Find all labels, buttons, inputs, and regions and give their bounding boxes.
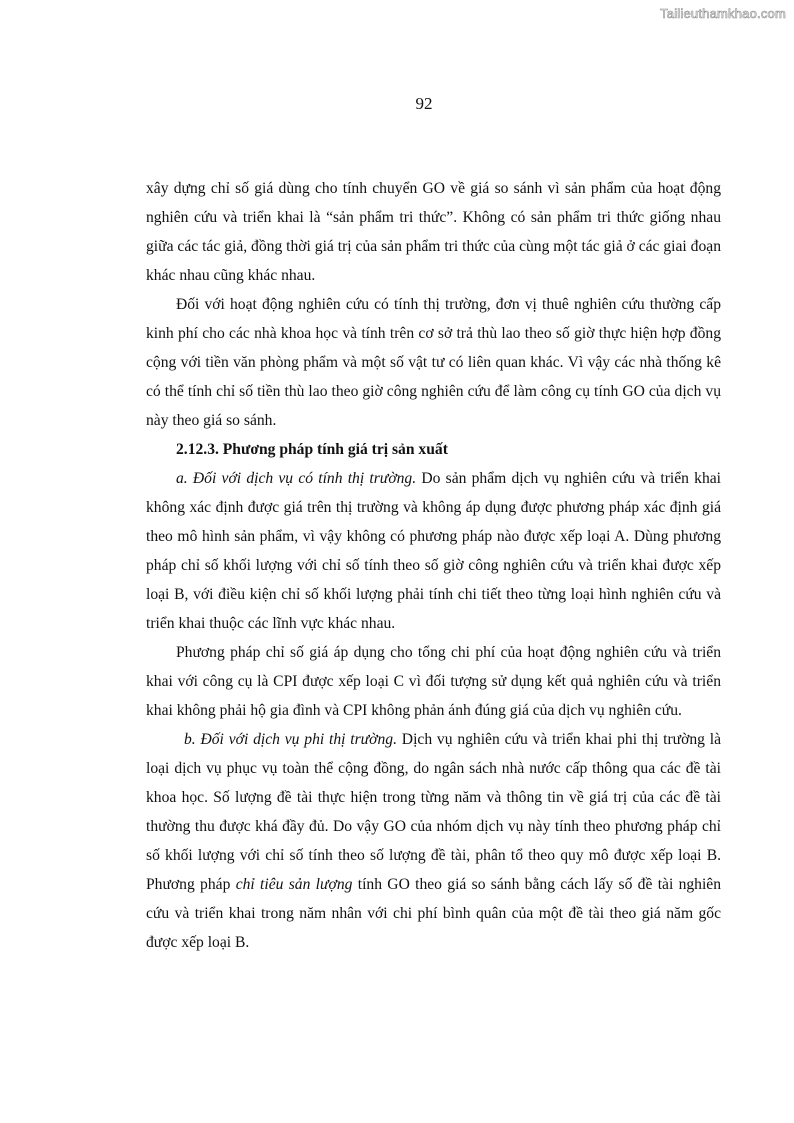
document-body — [146, 174, 721, 957]
page-number: 92 — [415, 94, 433, 113]
paragraph-1: xây dựng chỉ số giá dùng cho tính chuyển GO về giá so sánh vì sản phẩm của hoạt động nghiên cứu và triển khai là “sản phẩm tri thức”. Không có sản phẩm tri thức giống nhau giữa các tác giả, đồng thời giá trị của sản phẩm tri thức của cùng một tác giả ở các giai đoạn khác nhau cũng khác nhau. — [146, 180, 721, 284]
paragraph-4: Phương pháp chỉ số giá áp dụng cho tổng chi phí của hoạt động nghiên cứu và triển khai với công cụ là CPI được xếp loại C vì đối tượng sử dụng kết quả nghiên cứu và triển khai không phải hộ gia đình và CPI không phản ánh đúng giá của dịch vụ nghiên cứu. — [146, 644, 721, 719]
paragraph-3-text: Do sản phẩm dịch vụ nghiên cứu và triển khai không xác định được giá trên thị trường và không áp dụng được phương pháp xác định giá theo mô hình sản phẩm, vì vậy không có phương pháp nào được xếp loại A. Dùng phương pháp chỉ số khối lượng với chỉ số tính theo số giờ công nghiên cứu và triển khai được xếp loại B, với điều kiện chỉ số khối lượng phải tính chi tiết theo từng loại hình nghiên cứu và triển khai thuộc các lĩnh vực khác nhau. — [146, 470, 722, 632]
paragraph-5-text-1: Dịch vụ nghiên cứu và triển khai phi thị trường là loại dịch vụ phục vụ toàn thể cộng đồng, do ngân sách nhà nước cấp thông qua các đề tài khoa học. Số lượng đề tài thực hiện trong từng năm và thông tin về giá trị của các đề tài thường thu được khá đầy đủ. Do vậy GO của nhóm dịch vụ này tính theo phương pháp chỉ số khối lượng với chỉ số tính theo số lượng đề tài, phân tổ theo quy mô được xếp loại B. Phương pháp — [146, 731, 722, 893]
paragraph-5-text-2: tính GO theo giá so sánh bằng cách lấy số đề tài nghiên cứu và triển khai trong năm nhân với chi phí bình quân của một đề tài theo giá năm gốc được xếp loại B. — [146, 876, 722, 951]
paragraph-5 — [146, 725, 721, 957]
paragraph-5-lead: b. Đối với dịch vụ phi thị trường. — [184, 731, 397, 748]
watermark: Tailieuthamkhao.com — [660, 6, 786, 21]
section-heading: 2.12.3. Phương pháp tính giá trị sản xuất — [176, 441, 448, 458]
paragraph-3-lead: a. Đối với dịch vụ có tính thị trường. — [176, 470, 417, 487]
paragraph-5-emphasis: chỉ tiêu sản lượng — [235, 876, 353, 893]
paragraph-3 — [146, 464, 721, 638]
paragraph-2: Đối với hoạt động nghiên cứu có tính thị trường, đơn vị thuê nghiên cứu thường cấp kinh phí cho các nhà khoa học và tính trên cơ sở trả thù lao theo số giờ thực hiện hợp đồng cộng với tiền văn phòng phẩm và một số vật tư có liên quan khác. Vì vậy các nhà thống kê có thể tính chỉ số tiền thù lao theo giờ công nghiên cứu để làm công cụ tính GO của dịch vụ này theo giá so sánh. — [146, 296, 721, 429]
